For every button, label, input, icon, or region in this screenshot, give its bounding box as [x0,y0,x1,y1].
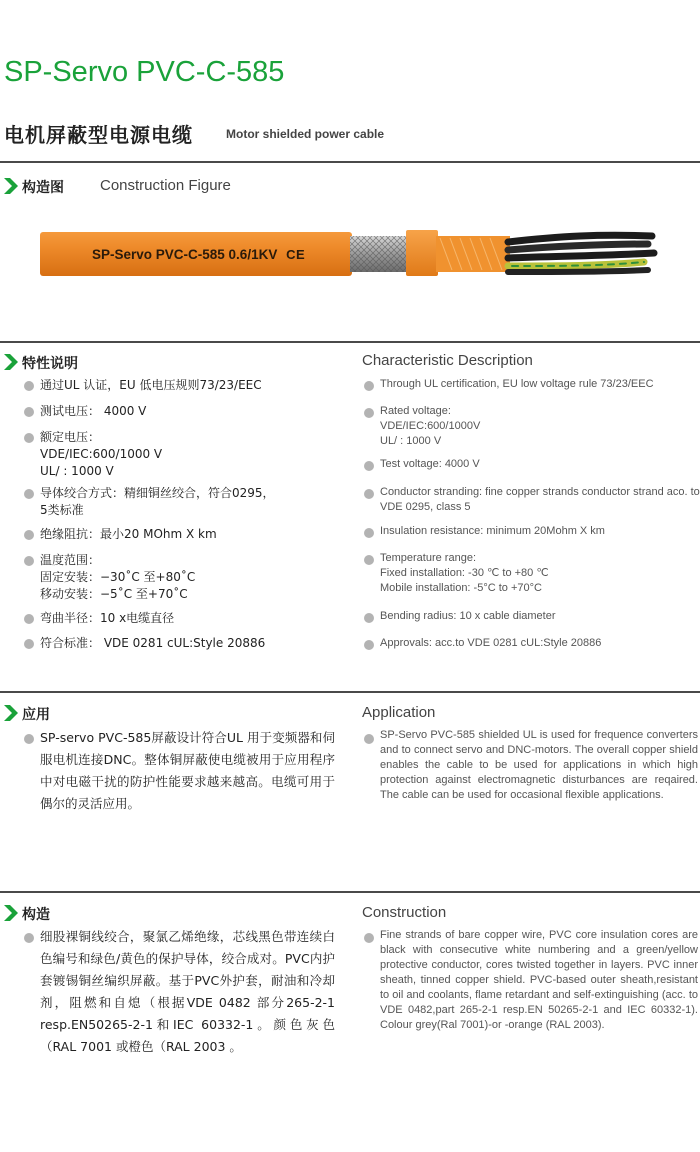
bullet-icon [364,528,374,538]
characteristic-line: VDE/IEC:600/1000V [380,420,481,432]
subtitle-english: Motor shielded power cable [226,127,385,141]
characteristic-line: 测试电压： 4000 V [40,404,147,418]
application-heading-cn: 应用 [22,707,50,723]
characteristic-item [40,552,340,603]
divider-application [0,691,700,693]
characteristic-line: 导体绞合方式：精细铜丝绞合，符合0295， [40,486,275,500]
bullet-icon [24,433,34,443]
characteristic-line: 符合标准： VDE 0281 cUL:Style 20886 [40,636,266,650]
foil-wrap [436,236,510,272]
characteristic-line: Mobile installation: -5°C to +70°C [380,582,542,594]
characteristics-heading-en: Characteristic Description [362,352,533,369]
characteristic-line: 额定电压： [40,430,101,444]
subtitle-chinese: 电机屏蔽型电源电缆 [4,123,193,147]
bullet-icon [364,613,374,623]
construction-figure-label-en: Construction Figure [100,177,231,194]
characteristics-heading-cn: 特性说明 [22,356,78,372]
divider-construction [0,891,700,893]
characteristic-line: 绝缘阻抗：最小20 MOhm X km [40,527,217,541]
bullet-icon [364,381,374,391]
construction-heading-en: Construction [362,904,447,921]
characteristic-line: Test voltage: 4000 V [380,458,480,470]
application-text-en: SP-Servo PVC-585 shielded UL is used for frequence converters and to connect servo and DNC-motors. The overall copper shield enables the cable to be used for applications in which high protection against electromagnetic disturbances are reqaired. The cable can be used for occasional flexible applications. [380,729,698,801]
chevron-right-icon [4,905,18,921]
characteristic-line: 移动安装：−5˚C 至+70˚C [40,587,188,601]
characteristic-item [380,404,698,449]
characteristic-line: Temperature range: [380,552,476,564]
characteristic-item [40,429,340,480]
characteristic-line: Insulation resistance: minimum 20Mohm X km [380,525,605,537]
characteristic-item [40,635,340,652]
characteristic-line: Conductor stranding: fine copper strands conductor strand aco. to [380,486,700,498]
application-text-cn: SP-servo PVC-585屏蔽设计符合UL 用于变频器和伺服电机连接DNC。整体铜屏蔽使电缆被用于应用程序中对电磁干扰的防护性能要求越来越高。电缆可用于偶尔的灵活应用。 [40,730,335,811]
chevron-right-icon [4,705,18,721]
characteristic-line: 5类标准 [40,503,84,517]
chevron-right-icon [4,354,18,370]
characteristic-line: VDE/IEC:600/1000 V [40,447,163,461]
application-heading-en: Application [362,704,436,721]
characteristic-item [40,526,340,543]
page-title: SP-Servo PVC-C-585 [4,56,285,88]
characteristic-line: VDE 0295, class 5 [380,501,471,513]
bullet-icon [24,407,34,417]
bullet-icon [364,555,374,565]
characteristic-item [380,636,698,651]
characteristic-item [40,403,340,420]
bullet-icon [364,734,374,744]
conductor-cores [508,235,654,272]
characteristic-line: Approvals: acc.to VDE 0281 cUL:Style 20886 [380,637,602,649]
bullet-icon [24,530,34,540]
bullet-icon [24,381,34,391]
inner-sheath [406,230,438,276]
divider-characteristics [0,341,700,343]
construction-heading-cn: 构造 [22,907,50,923]
characteristic-item [40,610,340,627]
chevron-right-icon [4,178,18,194]
characteristic-line: Through UL certification, EU low voltage rule 73/23/EEC [380,378,654,390]
characteristic-item [380,524,698,539]
bullet-icon [364,489,374,499]
characteristic-item [380,457,698,472]
bullet-icon [364,640,374,650]
ce-mark: CE [286,247,306,262]
characteristic-line: 通过UL 认证，EU 低电压规则73/23/EEC [40,378,262,392]
characteristic-line: Bending radius: 10 x cable diameter [380,610,556,622]
characteristic-item [380,485,698,515]
characteristic-item [380,377,698,392]
bullet-icon [364,408,374,418]
characteristic-item [380,609,698,624]
characteristic-line: Rated voltage: [380,405,451,417]
construction-text-en: Fine strands of bare copper wire, PVC core insulation cores are black with consecutive white numbering and a green/yellow protective conductor, cores twisted together in layers. PVC inner sheath, tinned copper shield. PVC-based outer sheath,resistant to oil and coolants, flame retardant and self-extinguishing (acc. to VDE 0482,part 265-2-1 resp.EN 50265-2-1 and IEC 60332-1). Colour grey(Ral 7001)-or -orange (RAL 2003). [380,929,698,1031]
characteristic-item [380,551,698,596]
characteristic-line: 固定安装：−30˚C 至+80˚C [40,570,196,584]
bullet-icon [24,933,34,943]
bullet-icon [24,734,34,744]
cable-print-label [92,247,305,262]
construction-text-cn: 细股裸铜线绞合，聚氯乙烯绝缘，芯线黑色带连续白色编号和绿色/黄色的保护导体，绞合成对。PVC内护套镀锡铜丝编织屏蔽。基于PVC外护套，耐油和冷却剂，阻燃和自熄（根据VDE 0482 部分265-2-1 resp.EN50265-2-1和IEC 60332-1。颜色灰色（RAL 7001 或橙色（RAL 2003 。 [40,929,335,1054]
construction-figure-label-cn: 构造图 [22,180,64,196]
bullet-icon [364,933,374,943]
characteristic-line: UL/ : 1000 V [40,464,114,478]
characteristic-line: Fixed installation: -30 ℃ to +80 ℃ [380,567,549,579]
divider-header [0,161,700,163]
cable-print-text: SP-Servo PVC-C-585 0.6/1KV [92,247,278,262]
characteristic-line: UL/ : 1000 V [380,435,442,447]
bullet-icon [24,639,34,649]
bullet-icon [24,614,34,624]
bullet-icon [24,556,34,566]
bullet-icon [364,461,374,471]
characteristic-line: 温度范围： [40,553,101,567]
characteristic-item [40,485,340,519]
characteristic-line: 弯曲半径：10 x电缆直径 [40,611,175,625]
characteristic-item [40,377,340,394]
bullet-icon [24,489,34,499]
